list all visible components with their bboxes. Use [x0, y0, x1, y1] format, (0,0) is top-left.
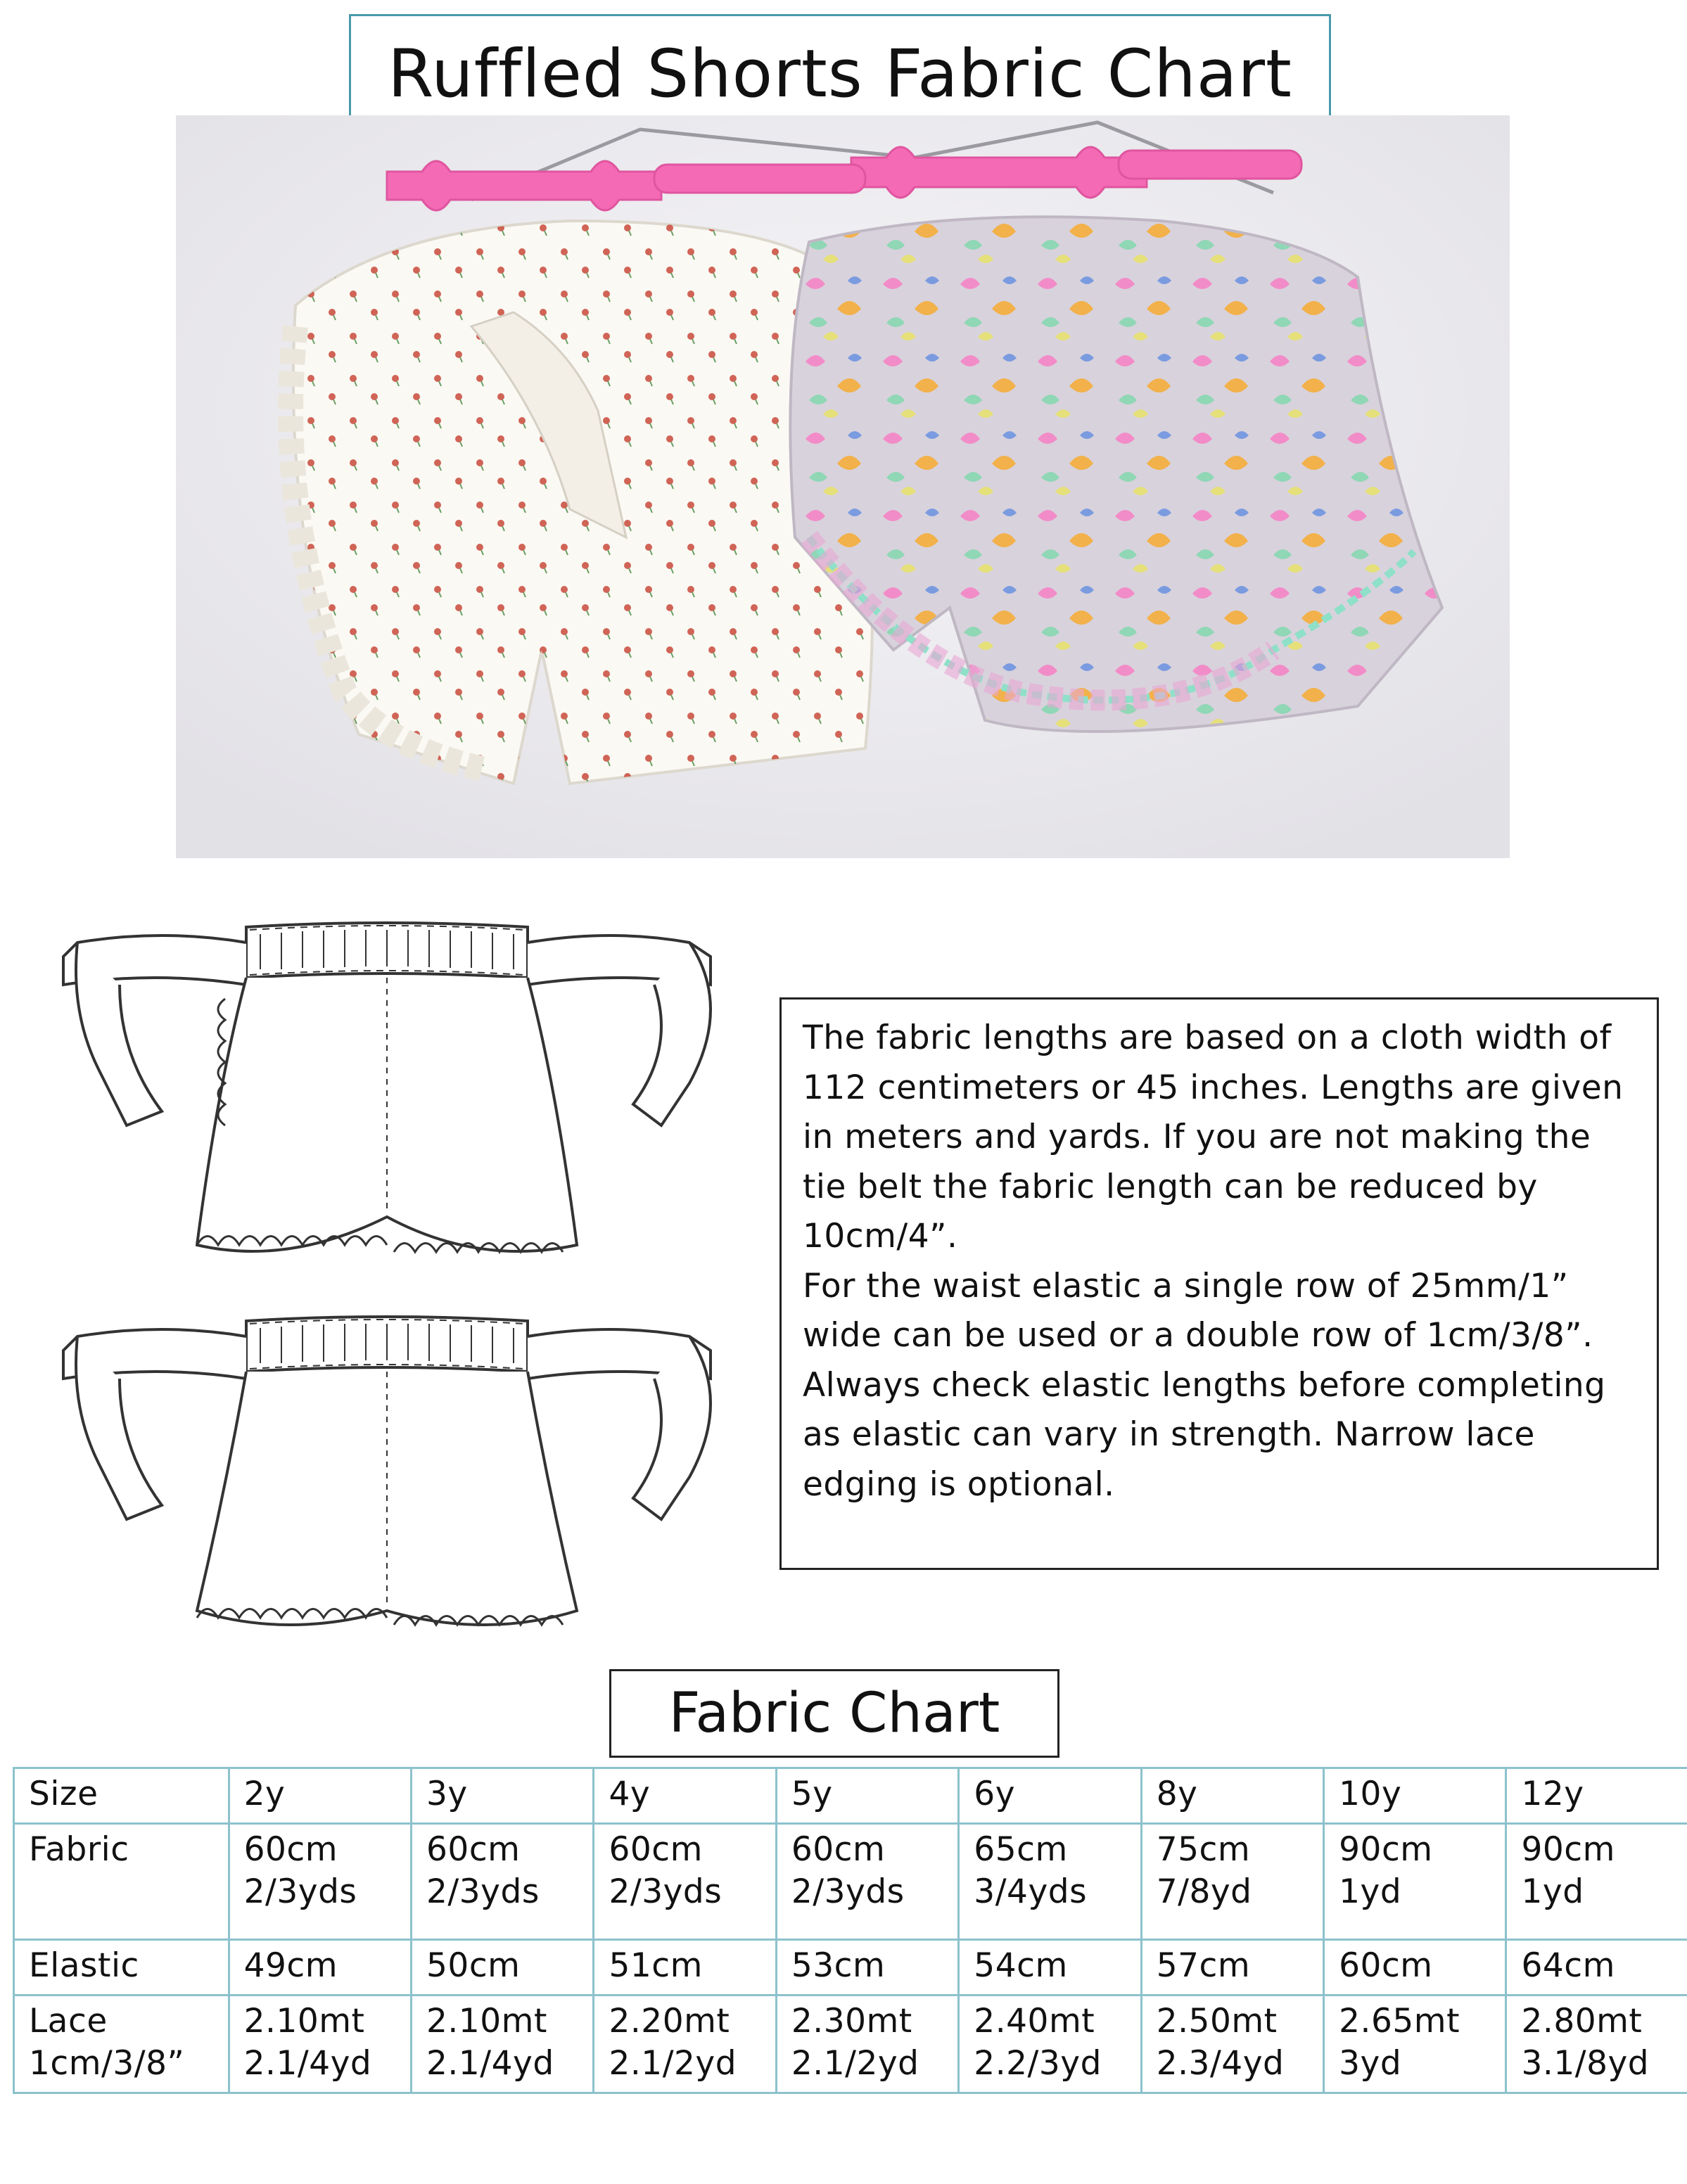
table-cell: 10y [1324, 1768, 1506, 1824]
table-cell: 4y [594, 1768, 776, 1824]
table-cell: 53cm [776, 1940, 958, 1995]
table-cell: 54cm [959, 1940, 1141, 1995]
table-row-fabric [14, 1824, 1687, 1940]
table-cell: 2.50mt 2.3/4yd [1141, 1995, 1323, 2093]
table-cell: 65cm 3/4yds [959, 1824, 1141, 1940]
table-cell: 90cm 1yd [1324, 1824, 1506, 1940]
table-cell: 50cm [412, 1940, 594, 1995]
table-cell: 64cm [1506, 1940, 1687, 1995]
table-cell: 51cm [594, 1940, 776, 1995]
technical-drawing [56, 914, 746, 1660]
table-row-size [14, 1768, 1687, 1824]
table-cell: Size [14, 1768, 229, 1824]
table-cell: 2y [229, 1768, 411, 1824]
table-cell: 2.10mt 2.1/4yd [229, 1995, 411, 2093]
table-row-elastic [14, 1940, 1687, 1995]
table-cell: 2.40mt 2.2/3yd [959, 1995, 1141, 2093]
table-cell: 2.30mt 2.1/2yd [776, 1995, 958, 2093]
page-title: Ruffled Shorts Fabric Chart [349, 14, 1331, 134]
table-cell: 2.10mt 2.1/4yd [412, 1995, 594, 2093]
table-cell: 2.20mt 2.1/2yd [594, 1995, 776, 2093]
table-cell: 75cm 7/8yd [1141, 1824, 1323, 1940]
table-cell: 8y [1141, 1768, 1323, 1824]
table-cell: 60cm 2/3yds [229, 1824, 411, 1940]
front-view-drawing [63, 1317, 711, 1625]
table-cell: 2.65mt 3yd [1324, 1995, 1506, 2093]
table-cell: 49cm [229, 1940, 411, 1995]
table-cell: Lace 1cm/3/8” [14, 1995, 229, 2093]
product-photo [176, 115, 1510, 858]
table-cell: 5y [776, 1768, 958, 1824]
table-row-lace [14, 1995, 1687, 2093]
table-cell: 12y [1506, 1768, 1687, 1824]
table-cell: 2.80mt 3.1/8yd [1506, 1995, 1687, 2093]
table-cell: 57cm [1141, 1940, 1323, 1995]
table-cell: 6y [959, 1768, 1141, 1824]
fabric-table [13, 1767, 1687, 2094]
table-cell: 60cm [1324, 1940, 1506, 1995]
shorts-photo-illustration [176, 115, 1510, 858]
fabric-info-text: The fabric lengths are based on a cloth width of 112 centimeters or 45 inches. Lengths are given in meters and yards. If you are not making the tie belt the fabric length can be reduced by 10cm/4”. For the waist elastic a single row of 25mm/1” wide can be used or a double row of 1cm/3/8”. Always check elastic lengths before completing as elastic can vary in strength. Narrow lace edging is optional. [803, 1018, 1624, 1504]
table-cell: 60cm 2/3yds [776, 1824, 958, 1940]
table-cell: 3y [412, 1768, 594, 1824]
table-cell: 60cm 2/3yds [594, 1824, 776, 1940]
table-cell: 60cm 2/3yds [412, 1824, 594, 1940]
table-cell: 90cm 1yd [1506, 1824, 1687, 1940]
back-view-drawing [63, 923, 711, 1252]
fabric-chart-title: Fabric Chart [609, 1669, 1059, 1758]
table-cell: Elastic [14, 1940, 229, 1995]
fabric-info-box [779, 997, 1659, 1570]
table-cell: Fabric [14, 1824, 229, 1940]
